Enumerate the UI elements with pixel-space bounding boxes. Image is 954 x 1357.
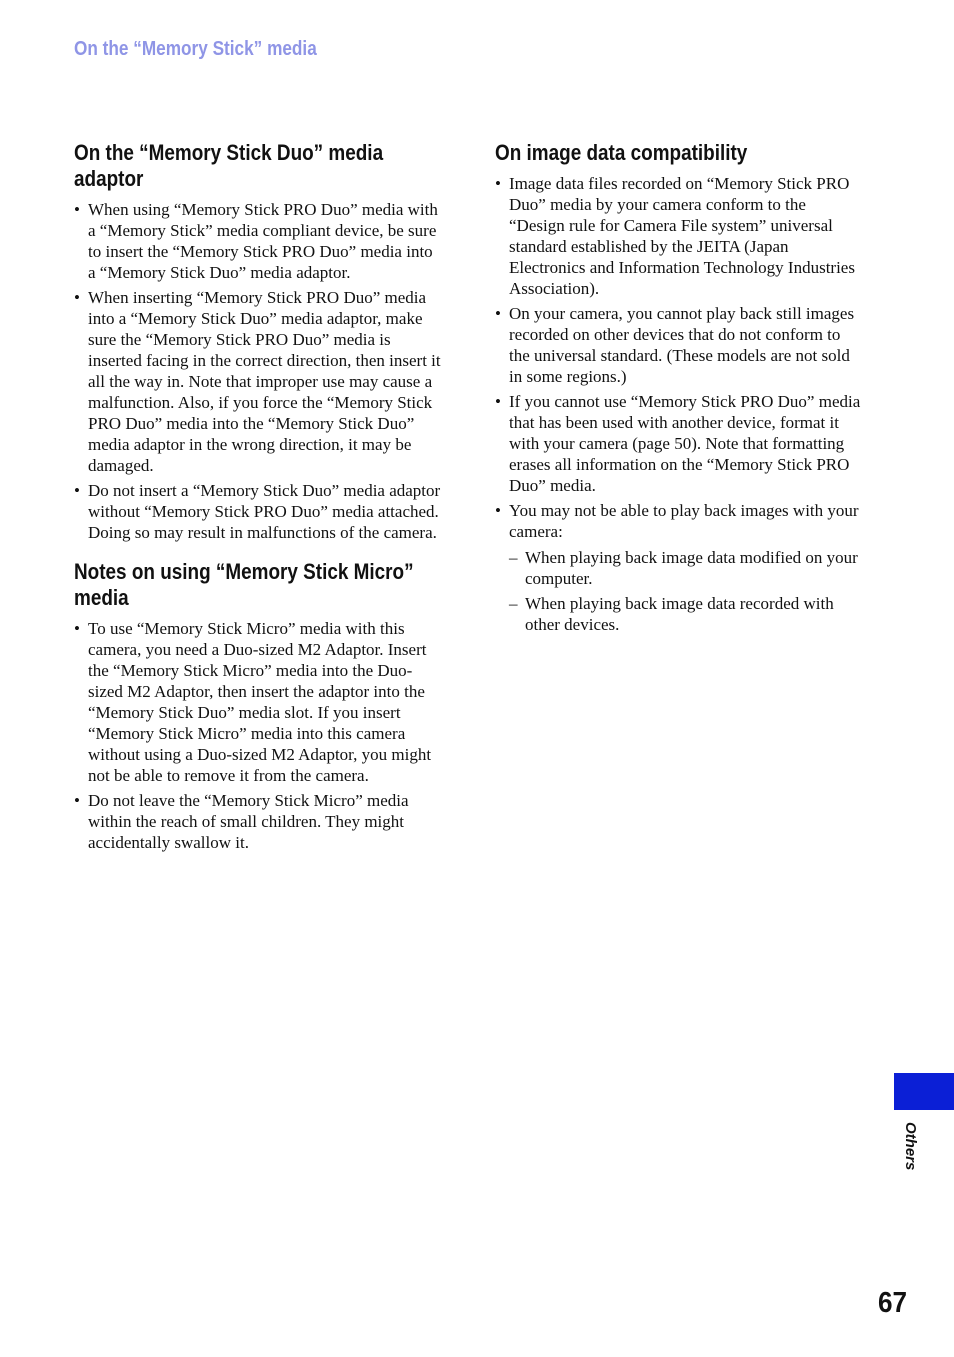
bullet-icon: • <box>74 791 80 810</box>
bullet-icon: • <box>74 481 80 500</box>
sub-list-item-text: When playing back image data recorded with other devices. <box>525 594 834 634</box>
bullet-icon: • <box>74 619 80 638</box>
bullet-icon: • <box>495 304 501 323</box>
section-memory-stick-duo-adaptor <box>74 140 444 543</box>
section-memory-stick-micro <box>74 559 444 853</box>
list-item-text: Image data files recorded on “Memory Stick PRO Duo” media by your camera conform to the “Design rule for Camera File system” universal standard established by the JEITA (Japan Electronics and Information Technology Industries Association). <box>509 174 855 298</box>
list-item-text: When inserting “Memory Stick PRO Duo” media into a “Memory Stick Duo” media adaptor, make sure the “Memory Stick PRO Duo” media is inserted facing in the correct direction, then insert it all the way in. Note that improper use may cause a malfunction. Also, if you force the “Memory Stick PRO Duo” media into the “Memory Stick Duo” media adaptor in the wrong direction, it may be damaged. <box>88 288 441 475</box>
bullet-icon: • <box>495 174 501 193</box>
dash-icon: – <box>509 548 518 567</box>
section-heading: On image data compatibility <box>495 140 748 165</box>
left-column <box>74 140 444 857</box>
list-item <box>495 173 865 299</box>
dash-icon: – <box>509 594 518 613</box>
list-item-text: On your camera, you cannot play back still images recorded on other devices that do not conform to the universal standard. (These models are not sold in some regions.) <box>509 304 855 386</box>
list-item <box>495 303 865 387</box>
right-column <box>495 140 865 639</box>
section-image-data-compatibility <box>495 140 865 635</box>
list-item-text: You may not be able to play back images with your camera: <box>509 501 859 541</box>
bullet-icon: • <box>74 288 80 307</box>
bullet-icon: • <box>495 501 501 520</box>
sub-list-item <box>509 547 865 589</box>
bullet-icon: • <box>74 200 80 219</box>
bullet-list <box>74 199 444 543</box>
side-tab-label: Others <box>902 1122 919 1171</box>
list-item <box>495 391 865 496</box>
section-heading: On the “Memory Stick Duo” media adaptor <box>74 140 384 191</box>
bullet-list <box>74 618 444 853</box>
running-head: On the “Memory Stick” media <box>74 38 317 60</box>
bullet-list <box>495 173 865 635</box>
page-number: 67 <box>878 1287 908 1319</box>
sub-list-item <box>509 593 865 635</box>
section-heading: Notes on using “Memory Stick Micro” media <box>74 559 414 610</box>
list-item-text: To use “Memory Stick Micro” media with this camera, you need a Duo-sized M2 Adaptor. Insert the “Memory Stick Micro” media into the Duo-sized M2 Adaptor, then insert the adaptor into the “Memory Stick Duo” media slot. If you insert “Memory Stick Micro” media into this camera without using a Duo-sized M2 Adaptor, you might not be able to remove it from the camera. <box>88 619 432 785</box>
list-item <box>74 618 444 786</box>
list-item <box>74 790 444 853</box>
side-tab-marker <box>894 1073 954 1110</box>
list-item <box>74 199 444 283</box>
list-item <box>74 287 444 476</box>
sub-list-item-text: When playing back image data modified on your computer. <box>525 548 858 588</box>
list-item-text: Do not leave the “Memory Stick Micro” media within the reach of small children. They might accidentally swallow it. <box>88 791 409 852</box>
list-item <box>74 480 444 543</box>
sub-list <box>509 547 865 635</box>
list-item-text: If you cannot use “Memory Stick PRO Duo” media that has been used with another device, format it with your camera (page 50). Note that formatting erases all information on the “Memory Stick PRO Duo” media. <box>509 392 861 495</box>
bullet-icon: • <box>495 392 501 411</box>
list-item-text: When using “Memory Stick PRO Duo” media with a “Memory Stick” media compliant device, be sure to insert the “Memory Stick PRO Duo” media into a “Memory Stick Duo” media adaptor. <box>88 200 438 282</box>
list-item <box>495 500 865 635</box>
list-item-text: Do not insert a “Memory Stick Duo” media adaptor without “Memory Stick PRO Duo” media attached. Doing so may result in malfunctions of the camera. <box>88 481 441 542</box>
